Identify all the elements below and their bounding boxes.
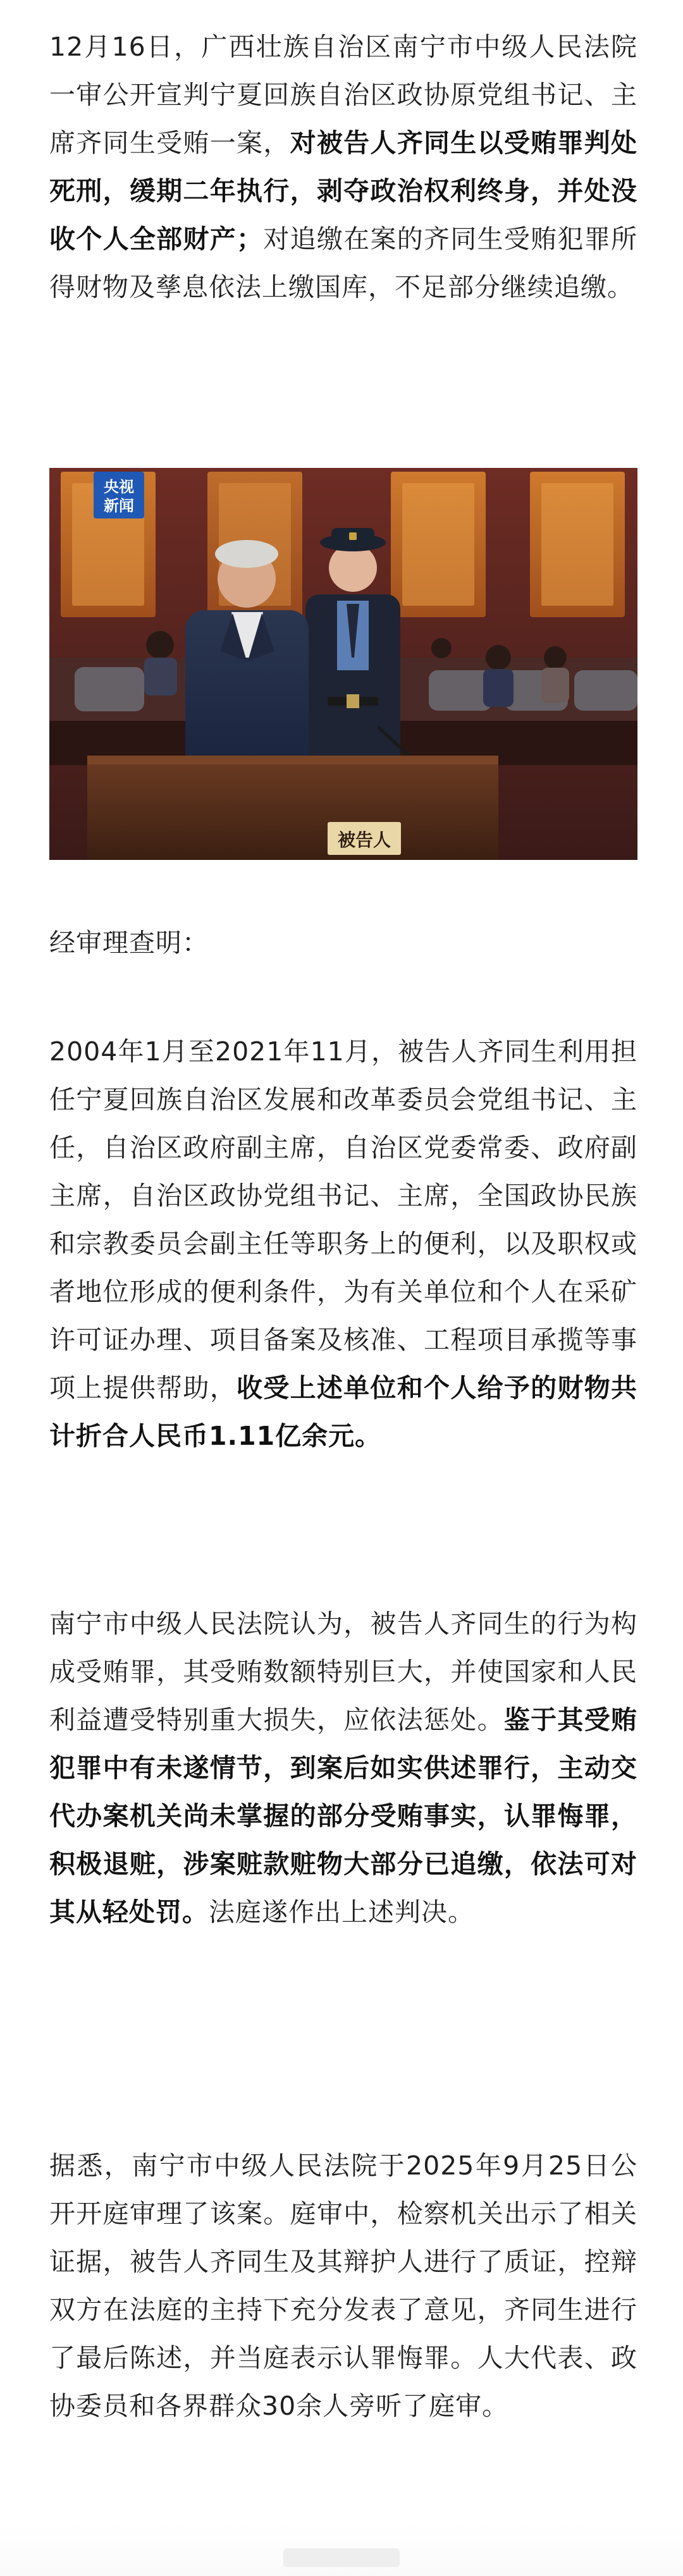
placard-label: 被告人 — [337, 830, 391, 850]
paragraph-findings — [49, 1027, 637, 1460]
cctv-news-logo-line2: 新闻 — [104, 497, 134, 515]
opinion-leniency-bold: 鉴于其受贿犯罪中有未遂情节，到案后如实供述罪行，主动交代办案机关尚未掌握的部分受贿事实，认罪悔罪，积极退赃，涉案赃款赃物大部分已追缴，依法可对其从轻处罚。 — [49, 1705, 638, 1927]
findings-amount-bold: 收受上述单位和个人给予的财物共计折合人民币1.11亿余元。 — [49, 1373, 637, 1451]
paragraph-trial-background: 据悉，南宁市中级人民法院于2025年9月25日公开开庭审理了该案。庭审中，检察机关出示了相关证据，被告人齐同生及其辩护人进行了质证，控辩双方在法庭的主持下充分发表了意见，齐同生进行了最后陈述，并当庭表示认罪悔罪。人大代表、政协委员和各界群众30余人旁听了庭审。 — [49, 2150, 637, 2421]
paragraph-verdict — [49, 23, 637, 311]
opinion-conclusion-text: 法庭遂作出上述判决。 — [209, 1897, 474, 1927]
cctv-news-logo-line1: 央视 — [104, 478, 134, 496]
watermark-placeholder — [283, 2548, 400, 2567]
verdict-sentence-bold: 对被告人齐同生以受贿罪判处死刑，缓期二年执行，剥夺政治权利终身，并处没收个人全部财产； — [49, 128, 638, 254]
verdict-confiscation-text: 对追缴在案的齐同生受贿犯罪所得财物及孳息依法上缴国库，不足部分继续追缴。 — [49, 224, 637, 302]
findings-text: 2004年1月至2021年11月，被告人齐同生利用担任宁夏回族自治区发展和改革委员会党组书记、主任，自治区政府副主席，自治区党委常委、政府副主席，自治区政协党组书记、主席，全国政协民族和宗教委员会副主任等职务上的便利，以及职权或者地位形成的便利条件，为有关单位和个人在采矿许可证办理、项目备案及核准、工程项目承揽等事项上提供帮助， — [49, 1036, 637, 1403]
courtroom-photo-illustration — [49, 468, 637, 860]
paragraph-court-opinion — [49, 1600, 637, 1936]
paragraph-subheading: 经审理查明： — [49, 928, 209, 958]
verdict-intro-text: 12月16日，广西壮族自治区南宁市中级人民法院一审公开宣判宁夏回族自治区政协原党组书记、主席齐同生受贿一案， — [49, 32, 637, 158]
courtroom-photo[interactable] — [49, 468, 637, 860]
opinion-text: 南宁市中级人民法院认为，被告人齐同生的行为构成受贿罪，其受贿数额特别巨大，并使国家和人民利益遭受特别重大损失，应依法惩处。 — [49, 1609, 637, 1735]
